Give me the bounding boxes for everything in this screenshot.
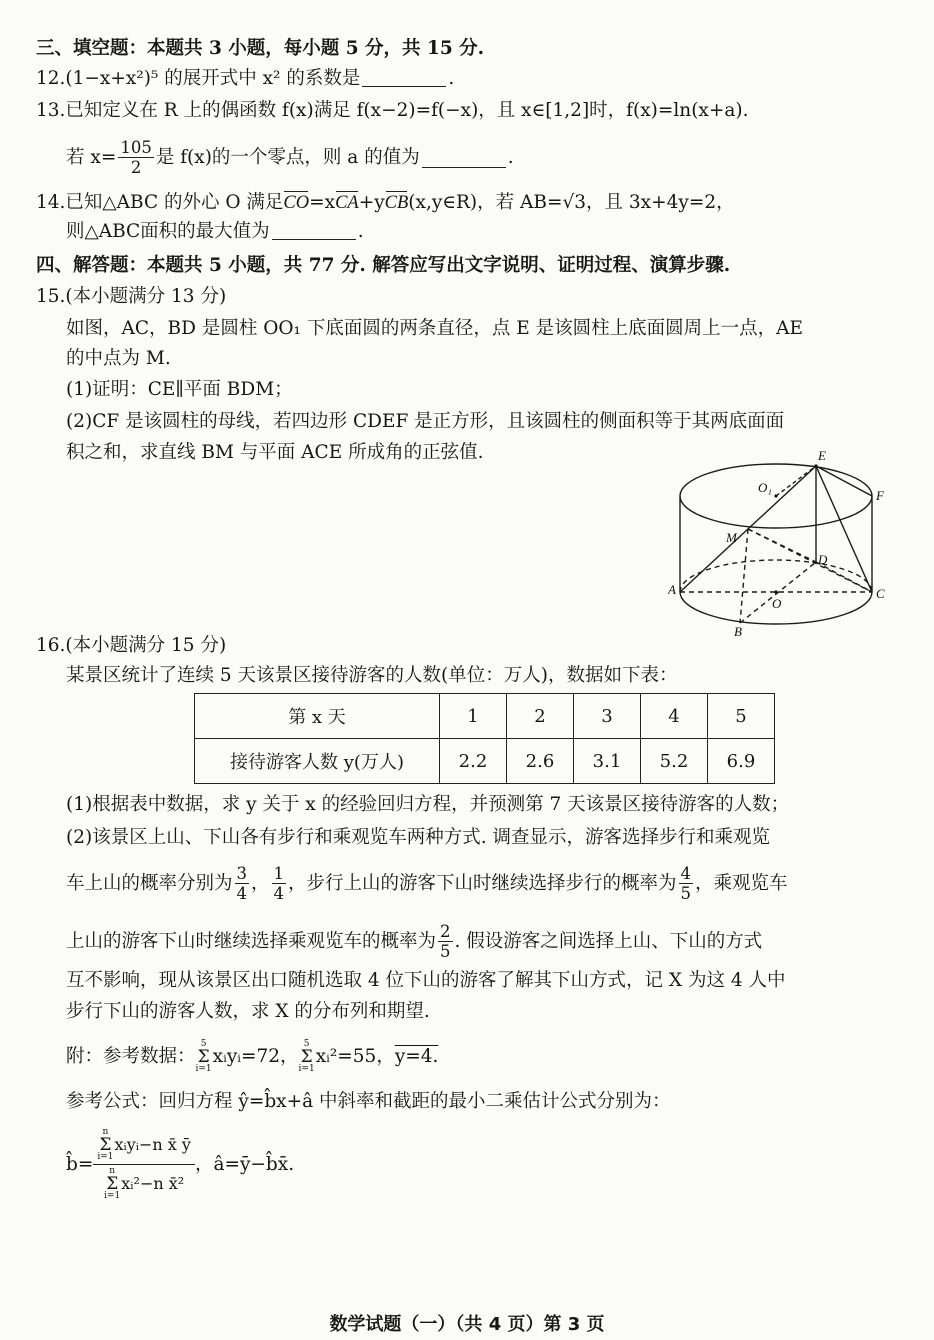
q16-sub1: (1)根据表中数据，求 y 关于 x 的经验回归方程，并预测第 7 天该景区接待游客的人数；	[66, 794, 790, 815]
q13-pre: 若 x=	[66, 146, 117, 168]
label-f: F	[876, 488, 884, 503]
frac-num: 3	[236, 864, 248, 883]
question-13-line1	[36, 98, 749, 124]
b-hat-fraction	[93, 1128, 195, 1201]
q14-line1b: (x,y∈R)，若 AB=√3，且 3x+4y=2，	[408, 192, 735, 213]
cylinder-figure	[668, 446, 894, 642]
q15-sub2a: (2)CF 是该圆柱的母线，若四边形 CDEF 是正方形，且该圆柱的侧面积等于其两底面面	[66, 411, 785, 432]
q15-sub2b: 积之和，求直线 BM 与平面 ACE 所成角的正弦值.	[66, 442, 484, 463]
q15-para1: 如图，AC，BD 是圆柱 OO₁ 下底面圆的两条直径，点 E 是该圆柱上底面圆周上一点，AE	[66, 318, 803, 339]
q13-fraction	[118, 138, 154, 177]
q16-s2b-pre: 车上山的概率分别为	[66, 872, 233, 894]
q16-sub2e: 步行下山的游客人数，求 X 的分布列和期望.	[66, 1001, 430, 1022]
q16-sub2d: 互不影响，现从该景区出口随机选取 4 位下山的游客了解其下山方式，记 X 为这 4 人中	[66, 970, 786, 991]
b-hat-numerator	[93, 1128, 195, 1165]
q13-frac-num: 105	[120, 138, 152, 157]
b-num-text: xᵢyᵢ−n x̄ ȳ	[114, 1135, 191, 1154]
day-cell: 3	[574, 694, 641, 739]
visitor-data-table	[194, 693, 775, 784]
frac-den: 5	[680, 884, 692, 903]
ref-pre: 附：参考数据：	[66, 1046, 196, 1067]
q16-s2c-post: . 假设游客之间选择上山、下山的方式	[454, 930, 763, 952]
label-a: A	[668, 582, 676, 597]
q13-end: .	[507, 146, 514, 168]
label-c: C	[876, 586, 885, 601]
row2-label: 接待游客人数 y(万人)	[195, 739, 440, 784]
frac-num: 2	[440, 922, 451, 941]
q15-head: 15.(本小题满分 13 分)	[36, 286, 227, 307]
segment-o1e	[776, 466, 816, 496]
b-hat-denominator	[100, 1165, 188, 1201]
fraction-2-5	[438, 922, 453, 961]
q16-sub2b	[66, 864, 788, 903]
q13-number: 13.	[36, 100, 66, 121]
q13-line1: 已知定义在 R 上的偶函数 f(x)满足 f(x−2)=f(−x)，且 x∈[1,2]时，f(x)=ln(x+a).	[65, 100, 749, 121]
segment-ec	[816, 466, 872, 592]
diameter-bd	[740, 562, 816, 623]
q14-line2: 则△ABC面积的最大值为	[66, 221, 270, 242]
vector-cb: CB	[385, 190, 409, 216]
frac-den: 4	[273, 884, 285, 903]
day-cell: 5	[708, 694, 775, 739]
q16-s2c-pre: 上山的游客下山时继续选择乘观览车的概率为	[66, 930, 437, 952]
frac-den: 5	[440, 942, 451, 961]
label-m: M	[726, 530, 737, 545]
label-o: O	[772, 596, 782, 611]
q16-sub2a: (2)该景区上山、下山各有步行和乘观览车两种方式. 调查显示，游客选择步行和乘观览	[66, 827, 770, 848]
label-o1: O₁	[758, 480, 772, 495]
q16-reference-data	[66, 1040, 438, 1074]
fraction-3-4	[235, 864, 250, 903]
q13-frac-den: 2	[130, 158, 142, 177]
a-hat: ，â=ȳ−b̂x̄.	[194, 1153, 295, 1175]
table-row	[195, 694, 775, 739]
q16-formula	[66, 1128, 294, 1201]
comma: ，	[251, 872, 270, 894]
visitor-cell: 3.1	[574, 739, 641, 784]
visitor-cell: 2.6	[507, 739, 574, 784]
q14-number: 14.	[36, 192, 66, 213]
section3-heading: 三、填空题：本题共 3 小题，每小题 5 分，共 15 分.	[36, 38, 485, 59]
frac-den: 4	[236, 884, 248, 903]
label-d: D	[818, 552, 828, 567]
ref-sum2: xᵢ²=55，	[315, 1046, 395, 1067]
section4-heading: 四、解答题：本题共 5 小题，共 77 分. 解答应写出文字说明、证明过程、演算步骤.	[36, 255, 731, 276]
page-footer: 数学试题（一）（共 4 页）第 3 页	[329, 1314, 605, 1335]
frac-num: 4	[680, 864, 692, 883]
visitor-cell: 5.2	[641, 739, 708, 784]
q16-formula-intro: 参考公式：回归方程 ŷ=b̂x+â 中斜率和截距的最小二乘估计公式分别为：	[66, 1091, 671, 1112]
b-hat: b̂=	[66, 1153, 94, 1175]
q14-line1a: 已知△ABC 的外心 O 满足	[65, 192, 284, 213]
sigma-symbol: n Σ i=1	[104, 1166, 121, 1201]
visitor-cell: 2.2	[440, 739, 507, 784]
q14-plus: +y	[358, 192, 385, 213]
table-row	[195, 739, 775, 784]
q16-intro: 某景区统计了连续 5 天该景区接待游客的人数(单位：万人)，数据如下表：	[66, 665, 678, 686]
q12-text: (1−x+x²)⁵ 的展开式中 x² 的系数是	[65, 68, 361, 89]
question-14-line2	[66, 219, 364, 245]
label-e: E	[818, 448, 826, 463]
q12-number: 12.	[36, 68, 66, 89]
sigma-symbol: 5 Σ i=1	[195, 1039, 212, 1074]
q12-end: .	[448, 68, 455, 89]
segment-ef	[816, 466, 872, 496]
ref-ybar: y=4.	[394, 1046, 439, 1067]
q15-para2: 的中点为 M.	[66, 348, 171, 369]
q13-post: 是 f(x)的一个零点，则 a 的值为	[155, 146, 420, 168]
fraction-4-5	[679, 864, 694, 903]
visitor-cell: 6.9	[708, 739, 775, 784]
question-14-line1	[36, 190, 735, 216]
q14-eq: =x	[309, 192, 336, 213]
fraction-1-4	[272, 864, 287, 903]
b-den-text: xᵢ²−n x̄²	[121, 1174, 185, 1193]
day-cell: 2	[507, 694, 574, 739]
question-13-line2	[66, 138, 514, 177]
q16-head: 16.(本小题满分 15 分)	[36, 635, 227, 656]
label-b: B	[734, 624, 742, 639]
q15-sub1: (1)证明：CE∥平面 BDM；	[66, 379, 293, 400]
q16-s2b-post: ，乘观览车	[695, 872, 788, 894]
day-cell: 4	[641, 694, 708, 739]
segment-mb	[740, 529, 748, 623]
sigma-symbol: n Σ i=1	[97, 1127, 114, 1162]
q14-answer-blank[interactable]	[272, 219, 356, 240]
sigma-symbol: 5 Σ i=1	[298, 1039, 315, 1074]
q13-answer-blank[interactable]	[422, 147, 506, 168]
vector-ca: CA	[335, 190, 359, 216]
vector-co: CO	[283, 190, 309, 216]
question-12	[36, 66, 454, 92]
frac-num: 1	[273, 864, 285, 883]
ref-sum1: xᵢyᵢ=72，	[212, 1046, 299, 1067]
row1-label: 第 x 天	[195, 694, 440, 739]
q14-end: .	[357, 221, 364, 242]
day-cell: 1	[440, 694, 507, 739]
q16-s2b-mid: ，步行上山的游客下山时继续选择步行的概率为	[288, 872, 677, 894]
segment-mc	[748, 529, 872, 592]
q12-answer-blank[interactable]	[362, 66, 446, 87]
q16-sub2c	[66, 922, 762, 961]
